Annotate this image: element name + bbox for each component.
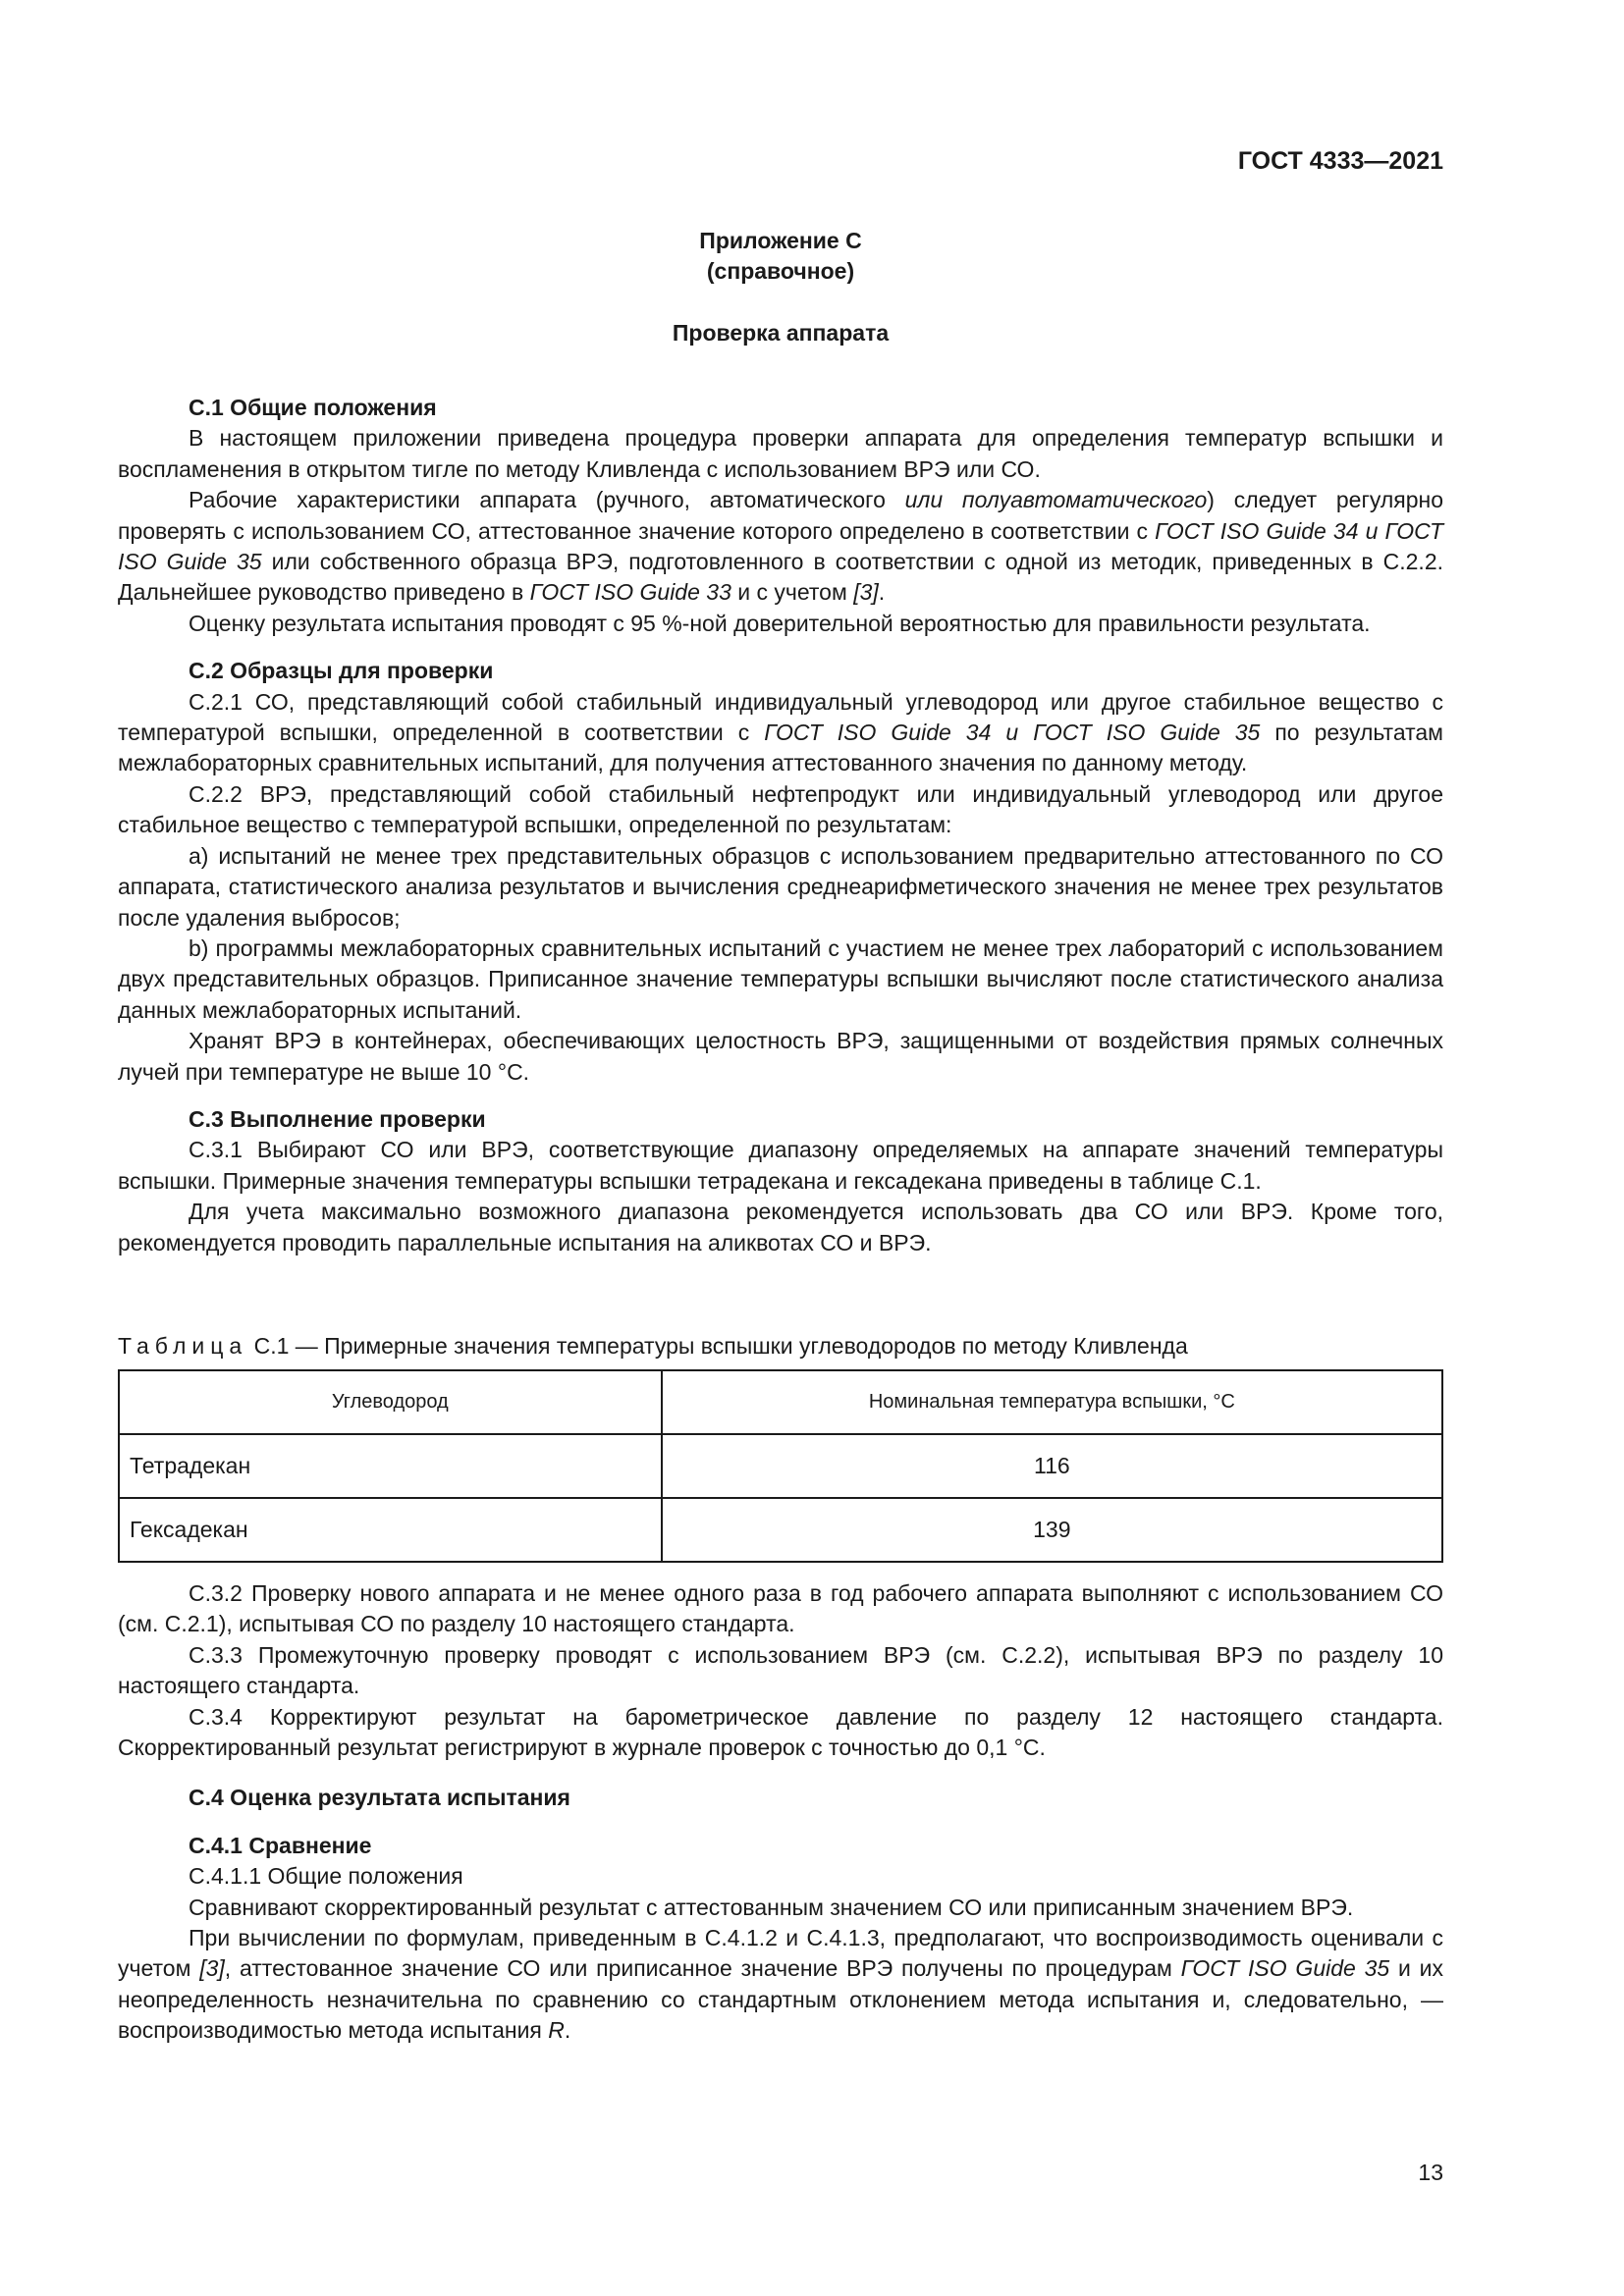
paragraph: Для учета максимально возможного диапазона рекомендуется использовать два СО или ВРЭ. Кроме того, рекомендуется проводить параллельные испытания на аликвотах СО и ВРЭ. [118, 1199, 1443, 1255]
page-number: 13 [1418, 2160, 1443, 2185]
column-header: Номинальная температура вспышки, °С [662, 1370, 1442, 1434]
list-item: a) испытаний не менее трех представительных образцов с использованием предварительно аттестованного по СО аппарата, статистического анализа результатов и вычисления среднеарифметического значения не менее трех результатов после удаления выбросов; [118, 842, 1443, 931]
document-code: ГОСТ 4333—2021 [1237, 147, 1443, 175]
table-row [119, 1498, 1442, 1562]
section-heading-c1: С.1 Общие положения [189, 395, 437, 420]
table-cell: 116 [662, 1434, 1442, 1498]
paragraph: С.3.2 Проверку нового аппарата и не менее одного раза в год рабочего аппарата выполняют с использованием СО (см. С.2.1), испытывая СО по разделу 10 настоящего стандарта. [118, 1580, 1443, 1637]
paragraph: С.3.4 Корректируют результат на барометрическое давление по разделу 12 настоящего стандарта. Скорректированный результат регистрируют в журнале проверок с точностью до 0,1 °С. [118, 1703, 1443, 1761]
paragraph: С.3.3 Промежуточную проверку проводят с использованием ВРЭ (см. С.2.2), испытывая ВРЭ по разделу 10 настоящего стандарта. [118, 1641, 1443, 1699]
section-heading-c2: С.2 Образцы для проверки [189, 658, 494, 684]
subsubsection-heading: С.4.1.1 Общие положения [189, 1863, 463, 1890]
table-header-row [119, 1370, 1442, 1434]
list-item: b) программы межлабораторных сравнительных испытаний с участием не менее трех лабораторий с использованием двух представительных образцов. Приписанное значение температуры вспышки вычисляют после статистического анализа данных межлабораторных испытаний. [118, 934, 1443, 1023]
subsection-heading: С.4.1 Сравнение [189, 1832, 372, 1858]
table-row [119, 1434, 1442, 1498]
annex-heading [118, 226, 1443, 287]
paragraph: В настоящем приложении приведена процедура проверки аппарата для определения температур вспышки и воспламенения в открытом тигле по методу Кливленда с использованием ВРЭ или СО. [118, 425, 1443, 482]
table-cell: Гексадекан [119, 1498, 662, 1562]
paragraph: Хранят ВРЭ в контейнерах, обеспечивающих целостность ВРЭ, защищенными от воздействия прямых солнечных лучей при температуре не выше 10 °С. [118, 1028, 1443, 1085]
table-cell: 139 [662, 1498, 1442, 1562]
flash-point-table [118, 1369, 1443, 1563]
annex-subject: Проверка аппарата [672, 320, 890, 346]
paragraph: Оценку результата испытания проводят с 95 %-ной доверительной вероятностью для правильности результата. [189, 610, 1371, 636]
paragraph: Рабочие характеристики аппарата (ручного, автоматического или полуавтоматического) следует регулярно проверять с использованием СО, аттестованное значение которого определено в соответствии с ГОСТ ISO Guide 34 и ГОСТ ISO Guide 35 или собственного образца ВРЭ, подготовленного в соответствии с одной из методик, приведенных в С.2.2. Дальнейшее руководство приведено в ГОСТ ISO Guide 33 и с учетом [3]. [118, 487, 1443, 606]
annex-status: (справочное) [706, 258, 855, 284]
body-upper [118, 393, 1443, 1258]
paragraph: При вычислении по формулам, приведенным в С.4.1.2 и С.4.1.3, предполагают, что воспроизводимость оценивали с учетом [3], аттестованное значение СО или приписанное значение ВРЭ получены по процедурам ГОСТ ISO Guide 35 и их неопределенность незначительна по сравнению со стандартным отклонением метода испытания и, следовательно, — воспроизводимостью метода испытания R. [118, 1925, 1443, 2044]
annex-title: Приложение С [699, 228, 862, 253]
paragraph: С.2.1 СО, представляющий собой стабильный индивидуальный углеводород или другое стабильное вещество с температурой вспышки, определенной в соответствии с ГОСТ ISO Guide 34 и ГОСТ ISO Guide 35 по результатам межлабораторных сравнительных испытаний, для получения аттестованного значения по данному методу. [118, 688, 1443, 776]
paragraph: Сравнивают скорректированный результат с аттестованным значением СО или приписанным значением ВРЭ. [189, 1894, 1354, 1920]
paragraph: С.2.2 ВРЭ, представляющий собой стабильный нефтепродукт или индивидуальный углеводород или другое стабильное вещество с температурой вспышки, определенной по результатам: [118, 780, 1443, 838]
body-lower [118, 1578, 1443, 2047]
table-cell: Тетрадекан [119, 1434, 662, 1498]
table-caption: Таблица С.1 — Примерные значения температуры вспышки углеводородов по методу Кливленда [118, 1333, 1188, 1359]
section-heading-c3: С.3 Выполнение проверки [189, 1105, 486, 1132]
section-heading-c4: С.4 Оценка результата испытания [189, 1785, 570, 1811]
paragraph: С.3.1 Выбирают СО или ВРЭ, соответствующие диапазону определяемых на аппарате значений температуры вспышки. Примерные значения температуры вспышки тетрадекана и гексадекана приведены в таблице С.1. [118, 1137, 1443, 1194]
column-header: Углеводород [119, 1370, 662, 1434]
